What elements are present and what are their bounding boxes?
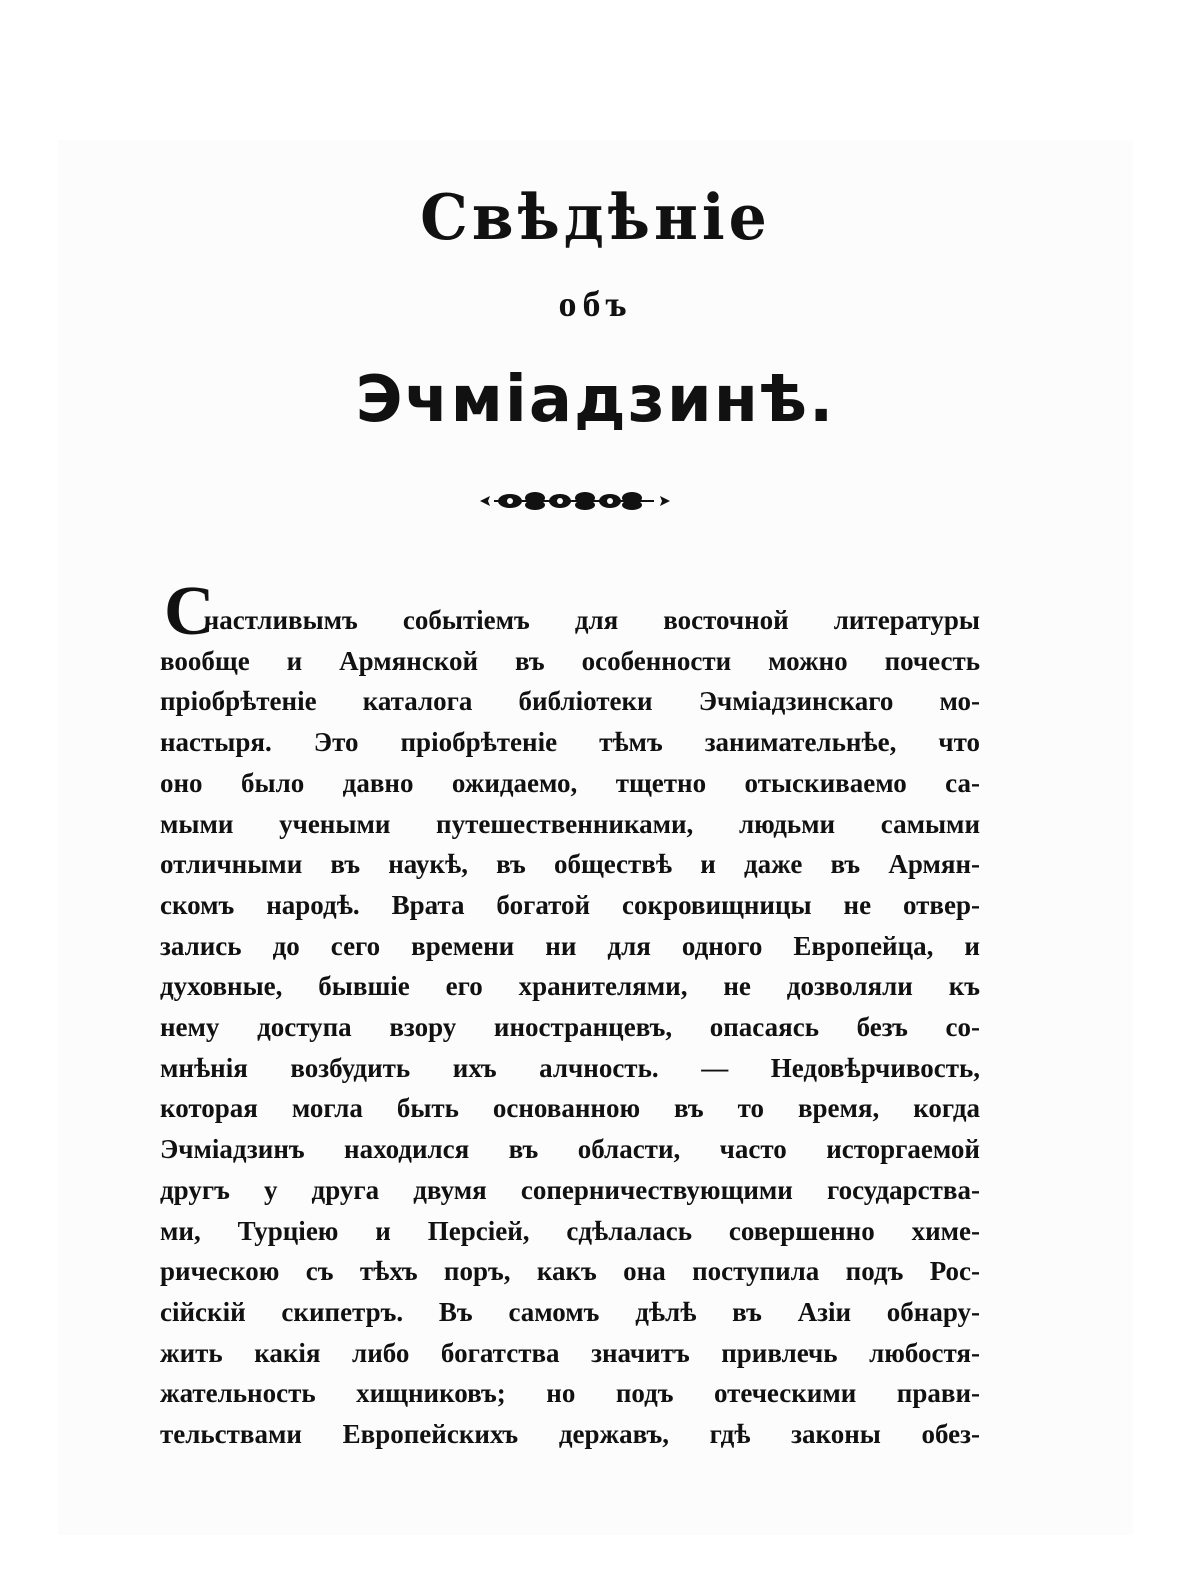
text-line: жить какія либо богатства значитъ привлечь любостя- (160, 1337, 980, 1368)
heading-place: Эчміадзинѣ. (355, 363, 836, 437)
drop-cap: С (164, 573, 215, 650)
text-line: духовные, бывшіе его хранителями, не дозволяли къ (160, 971, 980, 1002)
text-line: другъ у друга двумя соперничествующими государства- (160, 1174, 980, 1205)
text-line: скомъ народѣ. Врата богатой сокровищницы не отвер- (160, 889, 980, 920)
text-line: отличными въ наукѣ, въ обществѣ и даже въ Армян- (160, 849, 980, 880)
text-line: рическою съ тѣхъ поръ, какъ она поступила подъ Рос- (160, 1256, 980, 1287)
text-line: Эчміадзинъ находился въ области, часто исторгаемой (160, 1134, 980, 1165)
text-line: частливымъ событіемъ для восточной литературы (204, 605, 980, 635)
text-line: тельствами Европейскихъ державъ, гдѣ законы обез- (160, 1419, 980, 1449)
text-line: оно было давно ожидаемо, тщетно отыскиваемо са- (160, 767, 980, 798)
text-line: сійскій скипетръ. Въ самомъ дѣлѣ въ Азіи обнару- (160, 1296, 980, 1327)
text-line: которая могла быть основанною въ то время, когда (160, 1093, 980, 1124)
text-line: пріобрѣтеніе каталога библіотеки Эчміадзинскаго мо- (160, 686, 980, 717)
text-line: жательность хищниковъ; но подъ отеческими прави- (160, 1378, 980, 1409)
heading-sub: объ (558, 284, 633, 324)
text-line: зались до сего времени ни для одного Европейца, и (160, 930, 980, 961)
text-line: нему доступа взору иностранцевъ, опасаясь безъ со- (160, 1012, 980, 1042)
text-line: вообще и Армянской въ особенности можно почесть (160, 645, 980, 676)
text-line: ми, Турціею и Персіей, сдѣлалась совершенно химе- (160, 1215, 980, 1246)
text-line: мнѣнія возбудить ихъ алчность. — Недовѣрчивость, (160, 1052, 980, 1083)
decorative-ornament-icon (480, 488, 670, 514)
text-line: мыми учеными путешественниками, людьми самыми (160, 808, 980, 839)
text-line: настыря. Это пріобрѣтеніе тѣмъ занимательнѣе, что (160, 727, 980, 758)
heading-main: Свѣдѣніе (420, 181, 771, 255)
